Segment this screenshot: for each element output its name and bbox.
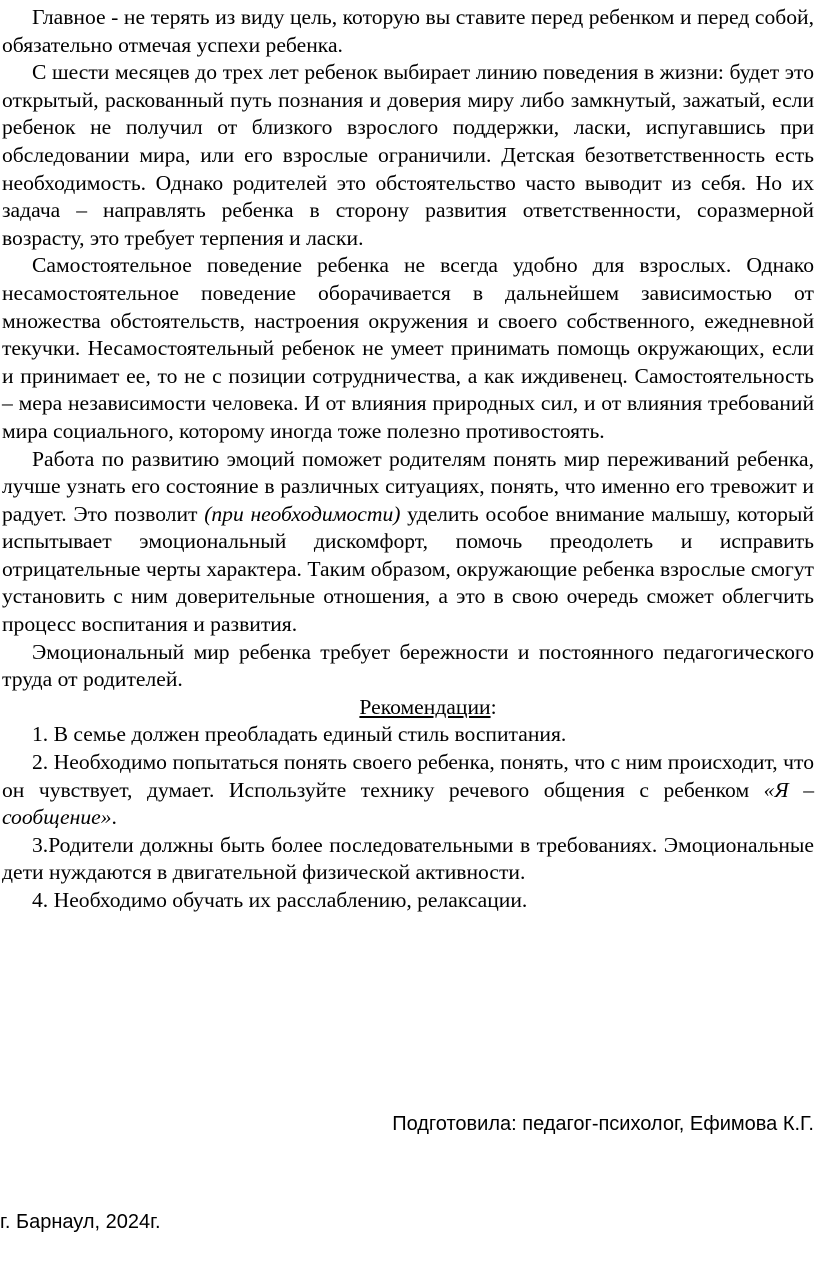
- recommendation-item-4: 4. Необходимо обучать их расслаблению, релаксации.: [32, 888, 528, 912]
- recommendation-item-2-text: 2. Необходимо попытаться понять своего ребенка, понять, что с ним происходит, что он чувствует, думает. Используйте технику речевого общения с ребенком: [2, 750, 814, 802]
- recommendations-heading-colon: :: [490, 694, 497, 719]
- paragraph-goal: Главное - не терять из виду цель, которую вы ставите перед ребенком и перед собой, обязательно отмечая успехи ребенка.: [2, 5, 814, 57]
- paragraph-emotions-work-text-end: уделить особое внимание малышу, который испытывает эмоциональный дискомфорт, помочь преодолеть и исправить отрицательные черты характера. Таким образом, окружающие ребенка взрослые смогут установить с ним доверительные отношения, а это в свою очередь сможет облегчить процесс воспитания и развития.: [2, 501, 814, 637]
- recommendation-item-2: [2, 749, 814, 832]
- recommendations-heading-label: Рекомендации: [359, 694, 491, 719]
- paragraph-six-months: С шести месяцев до трех лет ребенок выбирает линию поведения в жизни: будет это открытый, раскованный путь познания и доверия миру либо замкнутый, зажатый, если ребенок не получил от близкого взрослого поддержки, ласки, испугавшись при обследовании мира, или его взрослые ограничили. Детская безответственность есть необходимость. Однако родителей это обстоятельство часто выводит из себя. Но их задача – направлять ребенка в сторону развития ответственности, соразмерной возрасту, это требует терпения и ласки.: [2, 60, 814, 250]
- paragraph-emotional-world: Эмоциональный мир ребенка требует бережности и постоянного педагогического труда от родителей.: [2, 639, 814, 692]
- place-date-line: г. Барнаул, 2024г.: [0, 1211, 161, 1233]
- recommendation-item-2-end: .: [111, 805, 117, 830]
- recommendations-heading: [2, 694, 814, 722]
- paragraph-emotions-work-italic: (при необходимости): [204, 501, 401, 526]
- signature-line: Подготовила: педагог-психолог, Ефимова К.Г.: [392, 1113, 814, 1135]
- recommendation-item-2-italic: «Я – сообщение»: [2, 777, 815, 830]
- paragraph-emotions-work-text: Работа по развитию эмоций поможет родителям понять мир переживаний ребенка, лучше узнать его состояние в различных ситуациях, понять, что именно его тревожит и радует. Это позволит: [2, 446, 814, 526]
- paragraph-independence: Самостоятельное поведение ребенка не всегда удобно для взрослых. Однако несамостоятельное поведение оборачивается в дальнейшем зависимостью от множества обстоятельств, настроения окружения и своего собственного, ежедневной текучки. Несамостоятельный ребенок не умеет принимать помощь окружающих, если и принимает ее, то не с позиции сотрудничества, а как иждивенец. Самостоятельность – мера независимости человека. И от влияния природных сил, и от влияния требований мира социального, которому иногда тоже полезно противостоять.: [2, 253, 814, 443]
- paragraph-emotions-work: [2, 446, 814, 639]
- document-body: [2, 4, 814, 915]
- recommendation-item-3: 3.Родители должны быть более последовательными в требованиях. Эмоциональные дети нуждаются в двигательной физической активности.: [2, 832, 814, 885]
- recommendation-item-1: 1. В семье должен преобладать единый стиль воспитания.: [32, 722, 567, 747]
